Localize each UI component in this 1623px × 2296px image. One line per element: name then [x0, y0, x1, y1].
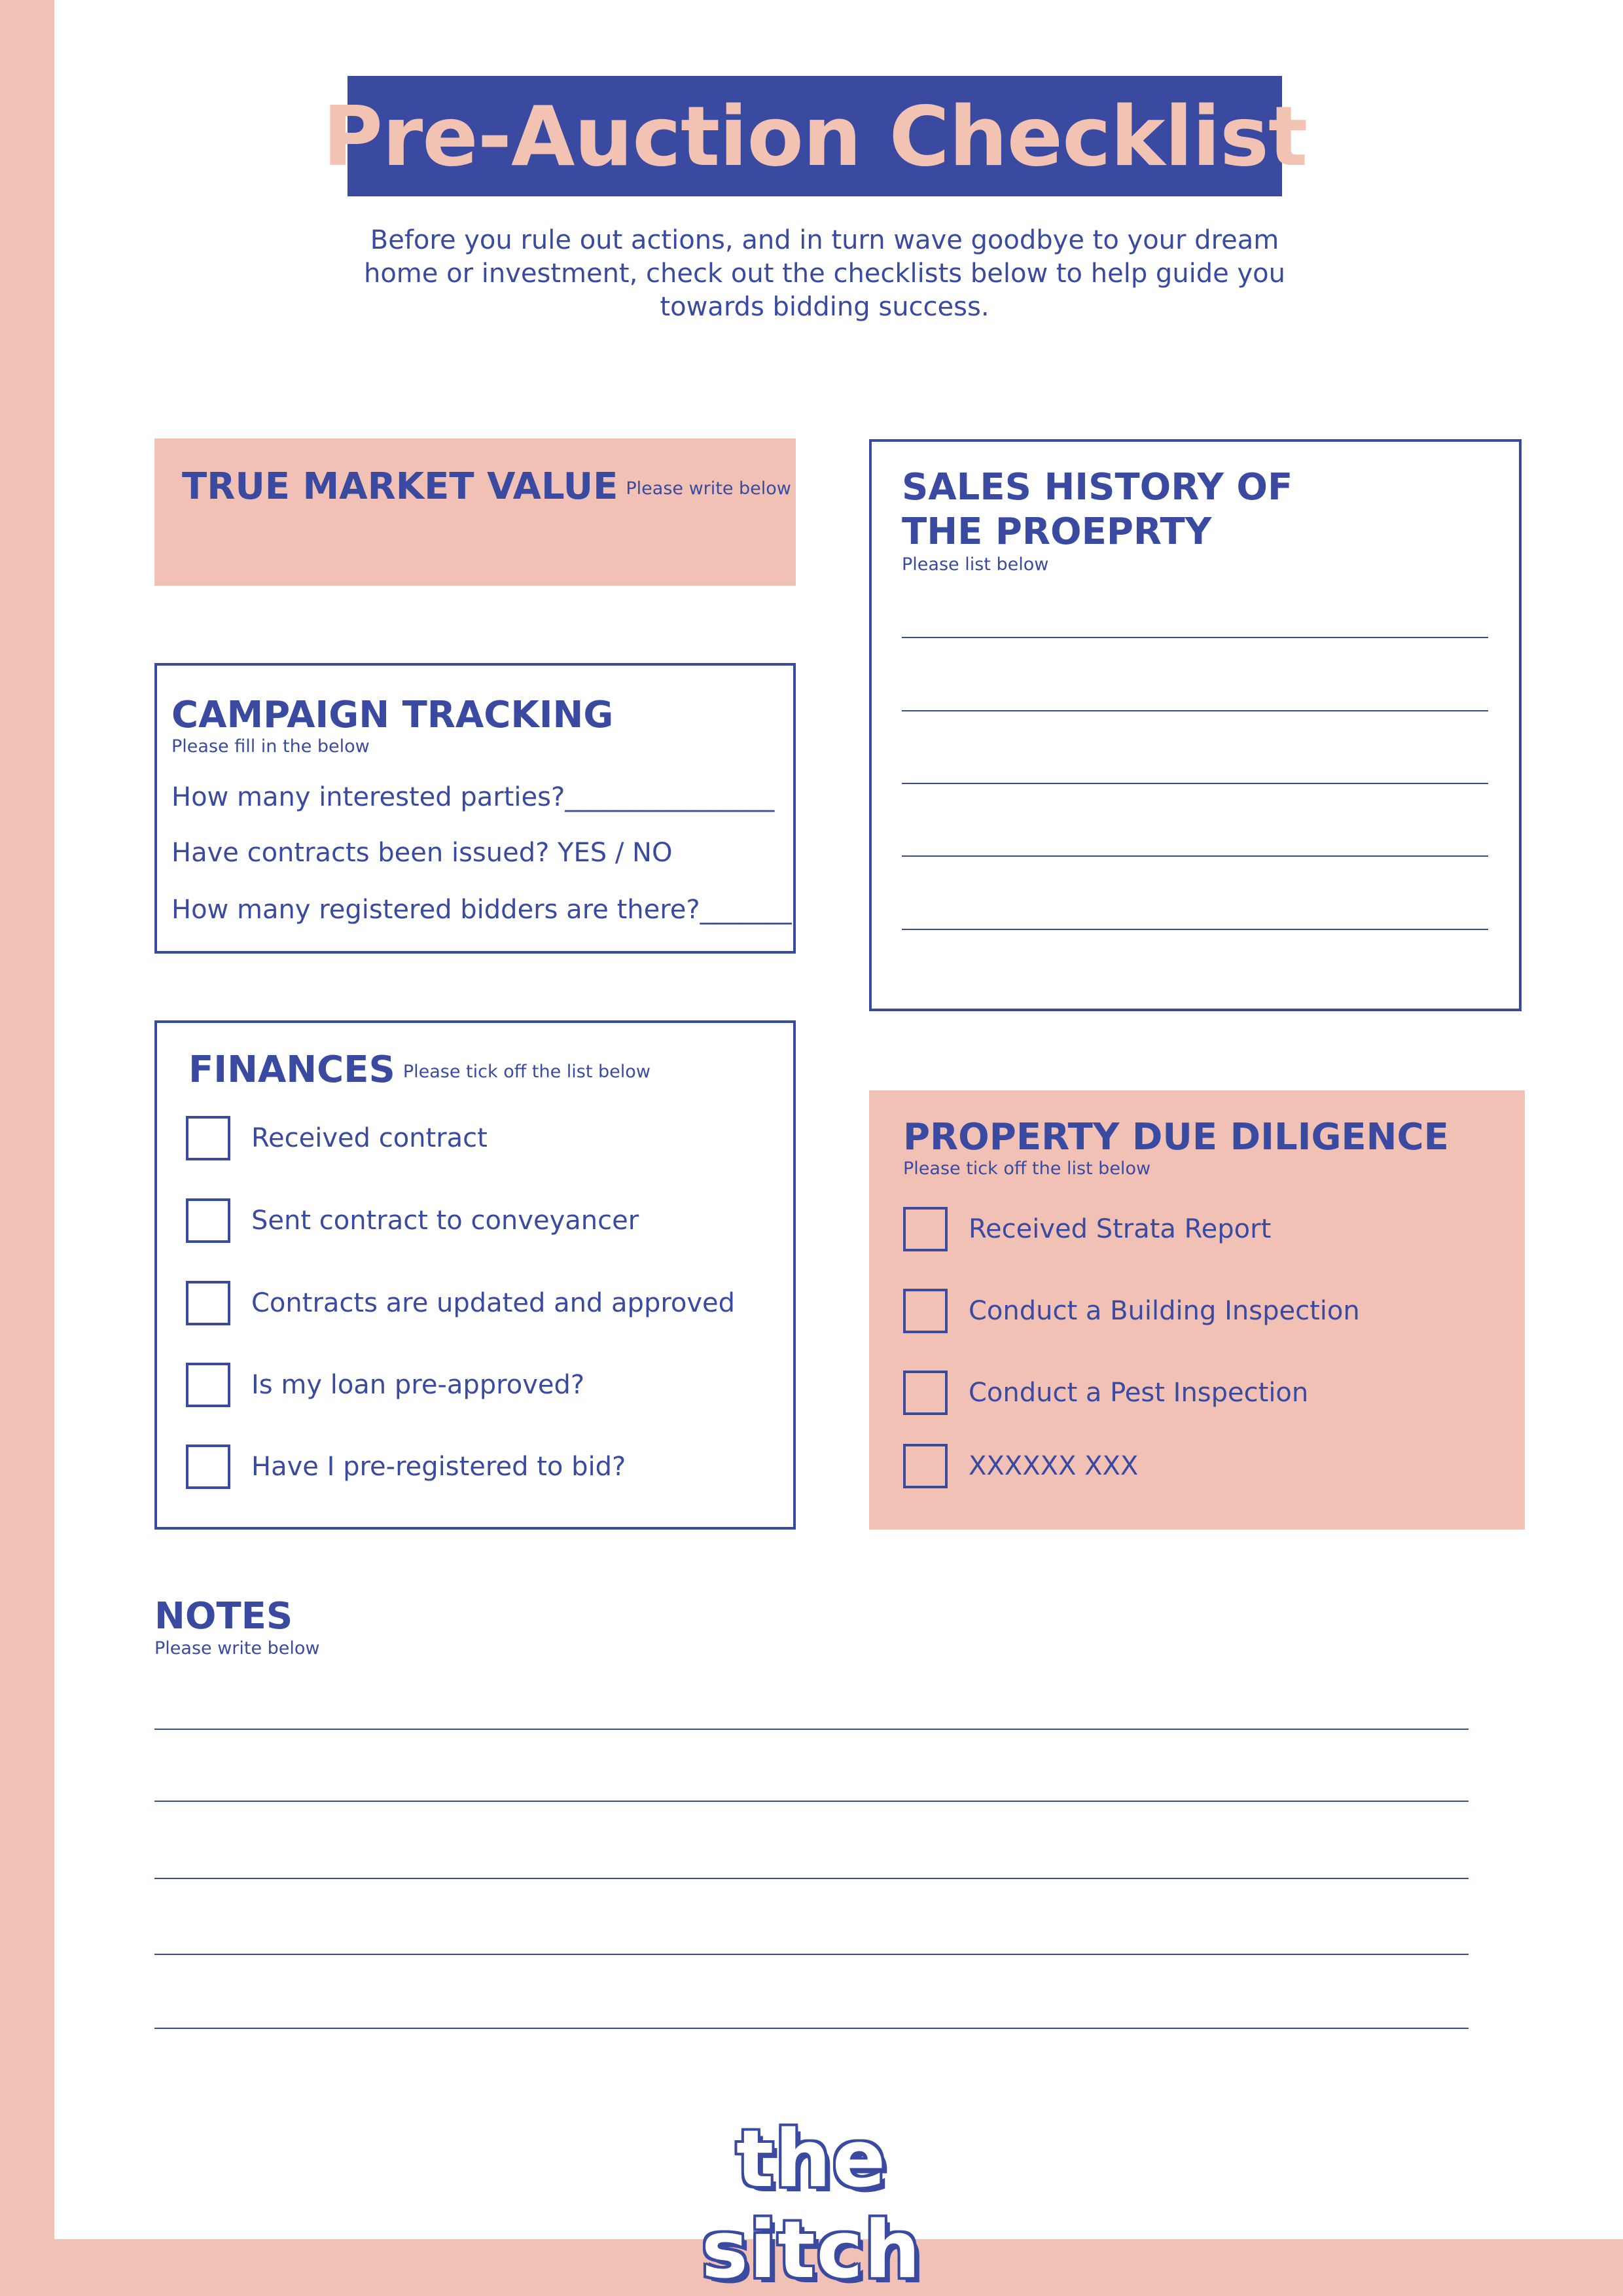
true-market-value-hint: Please write below — [626, 478, 791, 499]
sales-history-title-line1: SALES HISTORY OF — [902, 466, 1293, 509]
checklist-item-label: Conduct a Pest Inspection — [969, 1378, 1309, 1408]
finances-checklist-item[interactable] — [186, 1116, 488, 1160]
campaign-question-registered-bidders[interactable]: How many registered bidders are there?_______ — [171, 895, 792, 925]
the-sitch-logo: the sitch — [701, 2114, 922, 2296]
notes-write-line[interactable] — [154, 2028, 1469, 2029]
intro-text: Before you rule out actions, and in turn wave goodbye to your dream home or investment, check out the checklists below to help guide you towards bidding success. — [363, 225, 1285, 322]
due-diligence-checklist-item[interactable] — [903, 1444, 1138, 1488]
campaign-tracking-panel — [154, 663, 796, 954]
due-diligence-checklist-item[interactable] — [903, 1207, 1271, 1251]
sales-history-title-line2: THE PROEPRTY — [902, 511, 1212, 553]
property-due-diligence-title: PROPERTY DUE DILIGENCE — [903, 1116, 1449, 1158]
notes-write-line[interactable] — [154, 1729, 1469, 1730]
sales-history-write-line[interactable] — [902, 710, 1488, 711]
campaign-tracking-hint: Please fill in the below — [171, 736, 370, 757]
sales-history-heading — [902, 465, 1293, 554]
checklist-item-label: Received contract — [251, 1123, 488, 1153]
checkbox[interactable] — [186, 1281, 230, 1325]
checklist-item-label: Is my loan pre-approved? — [251, 1370, 585, 1400]
finances-heading — [188, 1048, 651, 1094]
campaign-question-contracts-issued[interactable]: Have contracts been issued? YES / NO — [171, 838, 673, 868]
checkbox[interactable] — [186, 1116, 230, 1160]
checklist-item-label: XXXXXX XXX — [969, 1451, 1139, 1481]
checklist-item-label: Contracts are updated and approved — [251, 1288, 736, 1318]
notes-hint: Please write below — [154, 1638, 320, 1659]
finances-panel — [154, 1020, 796, 1530]
true-market-value-heading — [182, 465, 791, 511]
finances-checklist-item[interactable] — [186, 1281, 735, 1325]
finances-hint: Please tick off the list below — [402, 1061, 651, 1082]
sales-history-write-line[interactable] — [902, 929, 1488, 930]
notes-write-line[interactable] — [154, 1878, 1469, 1879]
notes-write-line[interactable] — [154, 1801, 1469, 1802]
checkbox[interactable] — [903, 1207, 948, 1251]
checklist-item-label: Have I pre-registered to bid? — [251, 1452, 626, 1482]
checkbox[interactable] — [186, 1363, 230, 1407]
sales-history-panel — [869, 439, 1522, 1011]
campaign-question-interested-parties[interactable]: How many interested parties?________________ — [171, 782, 775, 812]
left-border-strip — [0, 0, 54, 2296]
finances-checklist-item[interactable] — [186, 1363, 584, 1407]
finances-checklist-item[interactable] — [186, 1444, 626, 1489]
checkbox[interactable] — [186, 1198, 230, 1243]
due-diligence-checklist-item[interactable] — [903, 1371, 1308, 1415]
campaign-tracking-title: CAMPAIGN TRACKING — [171, 694, 614, 736]
checkbox[interactable] — [903, 1444, 948, 1488]
title-banner — [322, 76, 1308, 196]
true-market-value-title: TRUE MARKET VALUE — [182, 465, 618, 508]
due-diligence-checklist-item[interactable] — [903, 1289, 1360, 1333]
sales-history-write-line[interactable] — [902, 855, 1488, 857]
finances-title: FINANCES — [188, 1049, 395, 1091]
finances-checklist-item[interactable] — [186, 1198, 639, 1243]
property-due-diligence-hint: Please tick off the list below — [903, 1158, 1151, 1179]
checkbox[interactable] — [903, 1289, 948, 1333]
checklist-item-label: Sent contract to conveyancer — [251, 1206, 639, 1236]
notes-write-line[interactable] — [154, 1954, 1469, 1955]
checkbox[interactable] — [903, 1371, 948, 1415]
page-title: Pre-Auction Checklist — [322, 88, 1308, 185]
sales-history-write-line[interactable] — [902, 637, 1488, 638]
checkbox[interactable] — [186, 1444, 230, 1489]
checklist-item-label: Conduct a Building Inspection — [969, 1296, 1360, 1326]
property-due-diligence-panel — [869, 1090, 1525, 1530]
sales-history-hint: Please list below — [902, 554, 1049, 575]
true-market-value-panel[interactable] — [154, 439, 796, 586]
sales-history-write-line[interactable] — [902, 783, 1488, 784]
notes-title: NOTES — [154, 1595, 293, 1638]
checklist-item-label: Received Strata Report — [969, 1214, 1272, 1244]
